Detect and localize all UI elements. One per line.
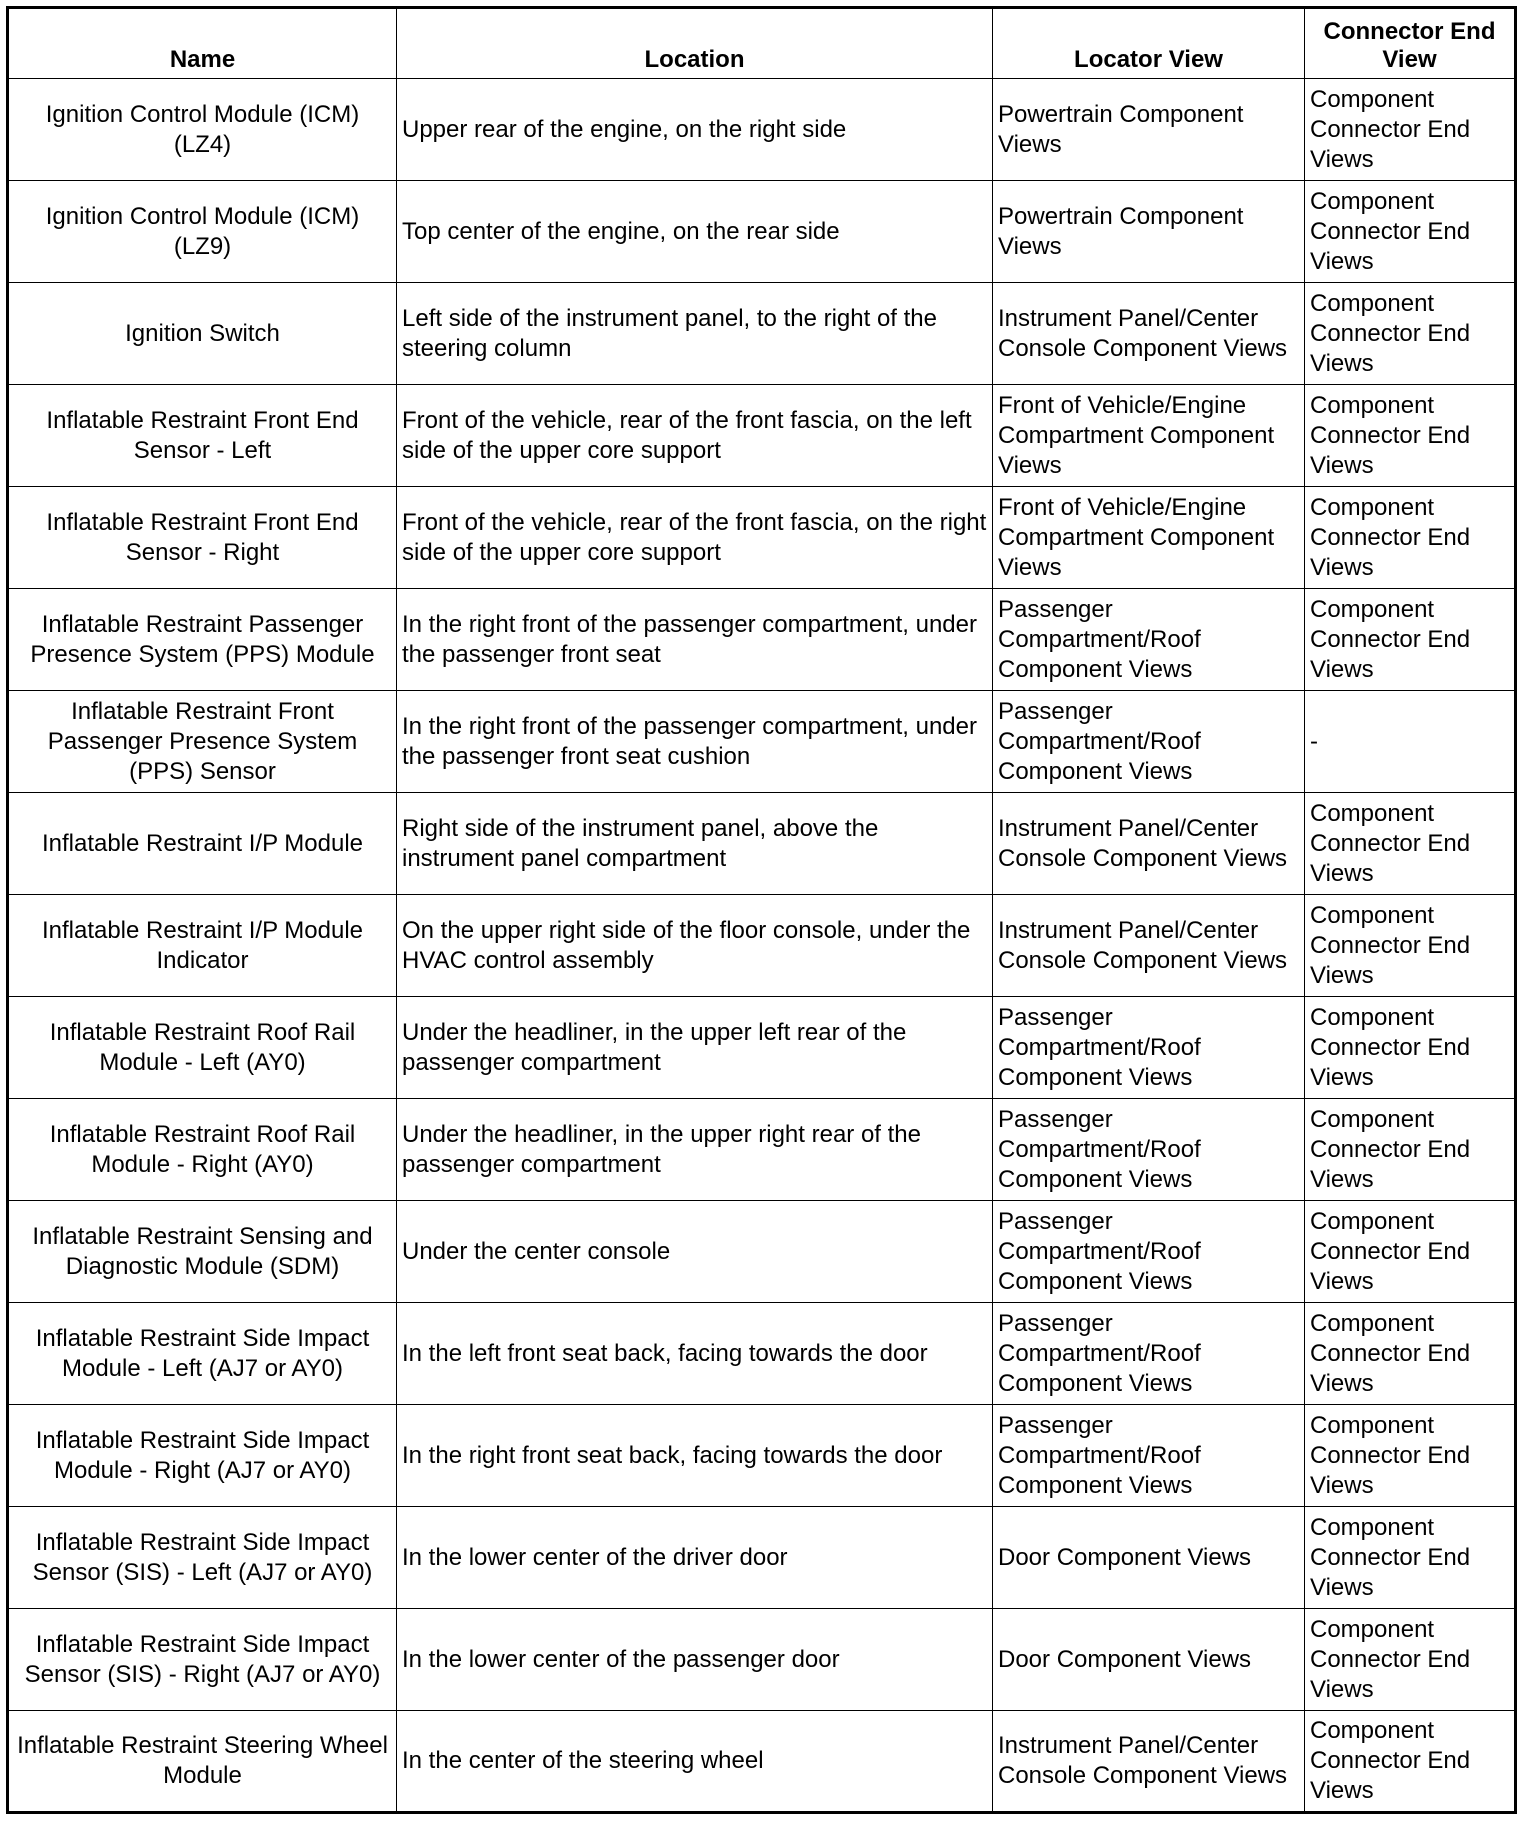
cell-name: Inflatable Restraint Side Impact Module - Right (AJ7 or AY0) — [8, 1405, 397, 1507]
cell-connector-end-view: Component Connector End Views — [1305, 283, 1516, 385]
table-row — [8, 1099, 1516, 1201]
table-row — [8, 1711, 1516, 1813]
cell-location: On the upper right side of the floor console, under the HVAC control assembly — [397, 895, 993, 997]
cell-name: Inflatable Restraint Passenger Presence System (PPS) Module — [8, 589, 397, 691]
table-row — [8, 1507, 1516, 1609]
cell-connector-end-view: Component Connector End Views — [1305, 895, 1516, 997]
cell-name: Inflatable Restraint Roof Rail Module - Left (AY0) — [8, 997, 397, 1099]
table-row — [8, 1405, 1516, 1507]
cell-locator-view: Front of Vehicle/Engine Compartment Component Views — [993, 487, 1305, 589]
cell-locator-view: Powertrain Component Views — [993, 181, 1305, 283]
cell-locator-view: Door Component Views — [993, 1507, 1305, 1609]
table-row — [8, 895, 1516, 997]
cell-name: Inflatable Restraint Side Impact Sensor (SIS) - Left (AJ7 or AY0) — [8, 1507, 397, 1609]
cell-name: Inflatable Restraint I/P Module Indicator — [8, 895, 397, 997]
cell-locator-view: Instrument Panel/Center Console Component Views — [993, 283, 1305, 385]
cell-location: In the right front of the passenger compartment, under the passenger front seat — [397, 589, 993, 691]
cell-name: Ignition Control Module (ICM) (LZ4) — [8, 79, 397, 181]
cell-location: In the left front seat back, facing towards the door — [397, 1303, 993, 1405]
cell-locator-view: Powertrain Component Views — [993, 79, 1305, 181]
table-row — [8, 1201, 1516, 1303]
cell-connector-end-view: Component Connector End Views — [1305, 487, 1516, 589]
cell-connector-end-view: - — [1305, 691, 1516, 793]
cell-locator-view: Passenger Compartment/Roof Component Views — [993, 589, 1305, 691]
cell-name: Ignition Switch — [8, 283, 397, 385]
cell-location: Upper rear of the engine, on the right side — [397, 79, 993, 181]
header-location: Location — [397, 8, 993, 79]
table-row — [8, 283, 1516, 385]
table-row — [8, 691, 1516, 793]
cell-location: In the lower center of the passenger door — [397, 1609, 993, 1711]
cell-name: Inflatable Restraint I/P Module — [8, 793, 397, 895]
cell-locator-view: Passenger Compartment/Roof Component Views — [993, 691, 1305, 793]
table-row — [8, 793, 1516, 895]
cell-location: In the right front of the passenger compartment, under the passenger front seat cushion — [397, 691, 993, 793]
cell-name: Inflatable Restraint Sensing and Diagnostic Module (SDM) — [8, 1201, 397, 1303]
cell-location: Front of the vehicle, rear of the front fascia, on the left side of the upper core support — [397, 385, 993, 487]
table-row — [8, 1609, 1516, 1711]
cell-locator-view: Instrument Panel/Center Console Component Views — [993, 793, 1305, 895]
cell-location: Front of the vehicle, rear of the front fascia, on the right side of the upper core support — [397, 487, 993, 589]
table-row — [8, 589, 1516, 691]
component-location-table — [6, 6, 1517, 1814]
cell-locator-view: Front of Vehicle/Engine Compartment Component Views — [993, 385, 1305, 487]
cell-locator-view: Passenger Compartment/Roof Component Views — [993, 1303, 1305, 1405]
cell-name: Ignition Control Module (ICM) (LZ9) — [8, 181, 397, 283]
cell-locator-view: Instrument Panel/Center Console Component Views — [993, 1711, 1305, 1813]
cell-connector-end-view: Component Connector End Views — [1305, 1099, 1516, 1201]
table-row — [8, 79, 1516, 181]
cell-connector-end-view: Component Connector End Views — [1305, 79, 1516, 181]
cell-location: Top center of the engine, on the rear side — [397, 181, 993, 283]
header-locator-view: Locator View — [993, 8, 1305, 79]
table-row — [8, 487, 1516, 589]
cell-locator-view: Door Component Views — [993, 1609, 1305, 1711]
cell-location: Left side of the instrument panel, to the right of the steering column — [397, 283, 993, 385]
cell-location: Right side of the instrument panel, above the instrument panel compartment — [397, 793, 993, 895]
cell-name: Inflatable Restraint Steering Wheel Module — [8, 1711, 397, 1813]
cell-connector-end-view: Component Connector End Views — [1305, 181, 1516, 283]
cell-name: Inflatable Restraint Side Impact Module - Left (AJ7 or AY0) — [8, 1303, 397, 1405]
cell-locator-view: Passenger Compartment/Roof Component Views — [993, 1099, 1305, 1201]
header-name: Name — [8, 8, 397, 79]
cell-connector-end-view: Component Connector End Views — [1305, 589, 1516, 691]
cell-name: Inflatable Restraint Front Passenger Presence System (PPS) Sensor — [8, 691, 397, 793]
table-row — [8, 997, 1516, 1099]
cell-connector-end-view: Component Connector End Views — [1305, 1303, 1516, 1405]
table-row — [8, 1303, 1516, 1405]
cell-connector-end-view: Component Connector End Views — [1305, 1507, 1516, 1609]
cell-connector-end-view: Component Connector End Views — [1305, 793, 1516, 895]
cell-connector-end-view: Component Connector End Views — [1305, 1201, 1516, 1303]
cell-location: In the lower center of the driver door — [397, 1507, 993, 1609]
cell-name: Inflatable Restraint Front End Sensor - Left — [8, 385, 397, 487]
cell-name: Inflatable Restraint Front End Sensor - Right — [8, 487, 397, 589]
cell-locator-view: Instrument Panel/Center Console Component Views — [993, 895, 1305, 997]
cell-connector-end-view: Component Connector End Views — [1305, 1711, 1516, 1813]
cell-locator-view: Passenger Compartment/Roof Component Views — [993, 997, 1305, 1099]
cell-connector-end-view: Component Connector End Views — [1305, 385, 1516, 487]
table-row — [8, 181, 1516, 283]
cell-name: Inflatable Restraint Roof Rail Module - Right (AY0) — [8, 1099, 397, 1201]
cell-location: In the center of the steering wheel — [397, 1711, 993, 1813]
cell-name: Inflatable Restraint Side Impact Sensor (SIS) - Right (AJ7 or AY0) — [8, 1609, 397, 1711]
cell-location: Under the center console — [397, 1201, 993, 1303]
cell-connector-end-view: Component Connector End Views — [1305, 1609, 1516, 1711]
cell-locator-view: Passenger Compartment/Roof Component Views — [993, 1405, 1305, 1507]
table-row — [8, 385, 1516, 487]
cell-location: Under the headliner, in the upper right rear of the passenger compartment — [397, 1099, 993, 1201]
cell-connector-end-view: Component Connector End Views — [1305, 997, 1516, 1099]
cell-location: Under the headliner, in the upper left rear of the passenger compartment — [397, 997, 993, 1099]
cell-connector-end-view: Component Connector End Views — [1305, 1405, 1516, 1507]
cell-locator-view: Passenger Compartment/Roof Component Views — [993, 1201, 1305, 1303]
header-connector-end-view: Connector End View — [1305, 8, 1516, 79]
cell-location: In the right front seat back, facing towards the door — [397, 1405, 993, 1507]
table-header-row — [8, 8, 1516, 79]
